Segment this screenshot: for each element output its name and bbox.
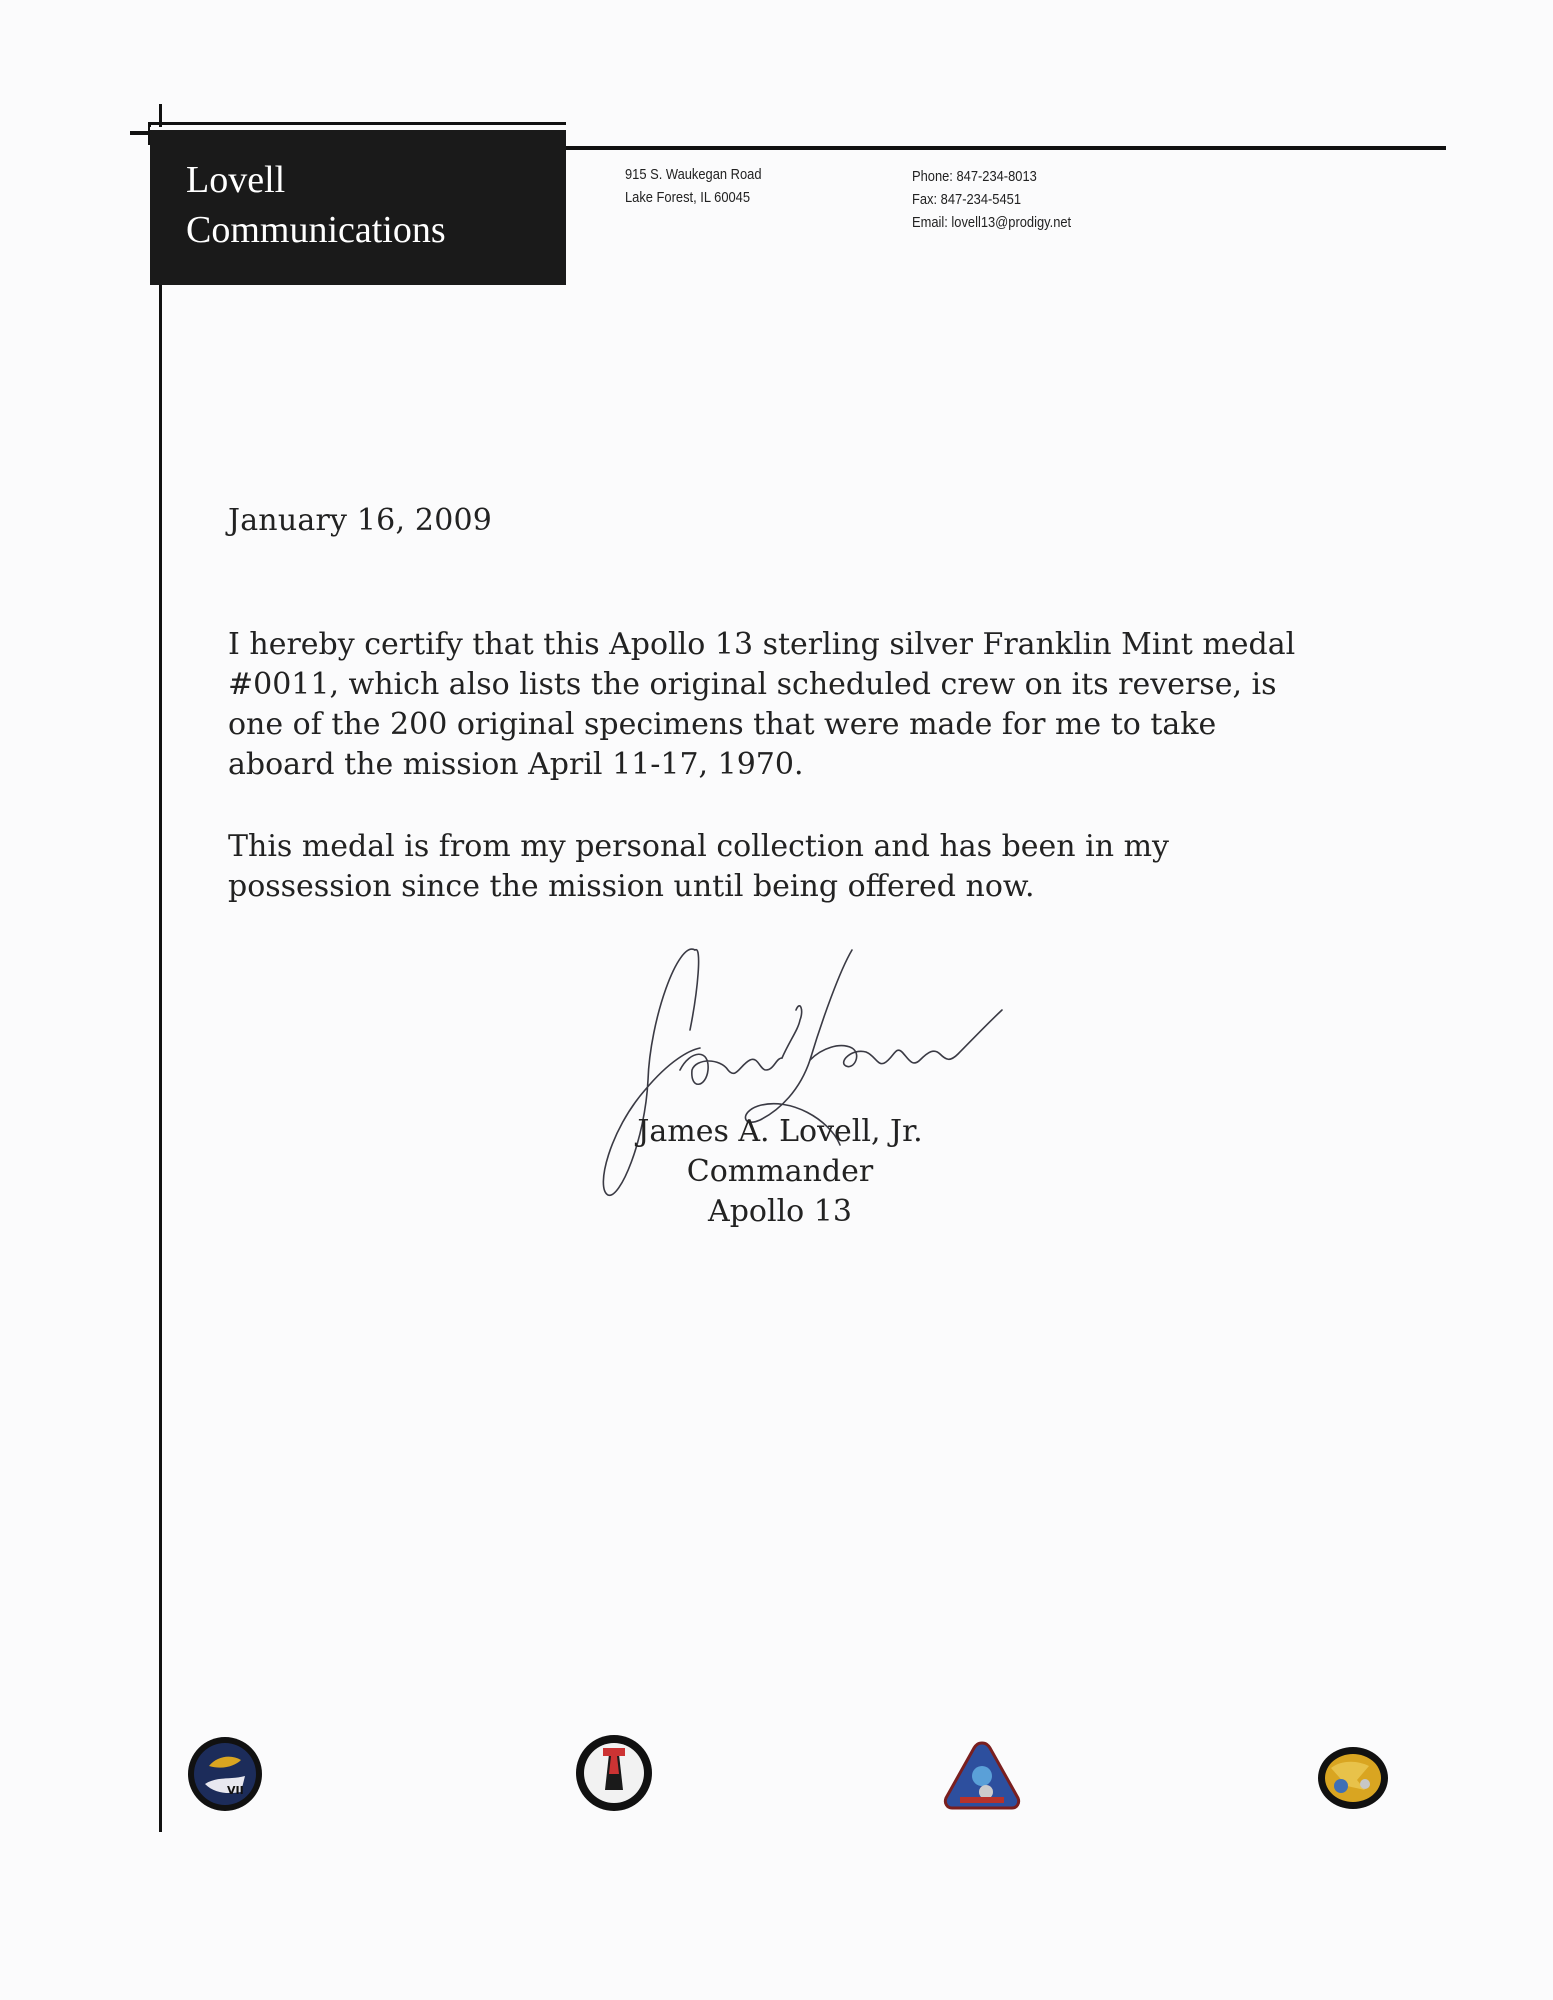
company-contact <box>912 165 1071 234</box>
company-logo <box>150 127 566 285</box>
letterhead-top-rule <box>148 122 566 125</box>
company-name-line2: Communications <box>186 209 446 251</box>
letterhead-horizontal-rule <box>566 146 1446 150</box>
paragraph-line: possession since the mission until being offered now. <box>228 869 1035 904</box>
signature-block <box>560 1112 1000 1232</box>
paragraph-line: aboard the mission April 11-17, 1970. <box>228 747 804 782</box>
certification-paragraph <box>228 625 1358 785</box>
signer-mission: Apollo 13 <box>708 1194 852 1229</box>
email-address: Email: lovell13@prodigy.net <box>912 214 1072 231</box>
paragraph-line: #0011, which also lists the original scheduled crew on its reverse, is <box>228 667 1277 702</box>
signer-name: James A. Lovell, Jr. <box>637 1114 923 1149</box>
svg-text:VII: VII <box>227 1784 244 1797</box>
fax-number: Fax: 847-234-5451 <box>912 191 1022 208</box>
provenance-paragraph <box>228 827 1358 907</box>
company-name-line1: Lovell <box>186 159 286 201</box>
gemini-12-patch-icon <box>575 1734 653 1812</box>
address-line1: 915 S. Waukegan Road <box>625 166 762 183</box>
company-address <box>625 163 761 209</box>
paragraph-line: one of the 200 original specimens that were made for me to take <box>228 707 1217 742</box>
letterhead-vertical-rule <box>159 104 162 1832</box>
apollo-13-patch-icon <box>1317 1746 1389 1810</box>
paragraph-line: I hereby certify that this Apollo 13 sterling silver Franklin Mint medal <box>228 627 1296 662</box>
gemini-7-patch-icon <box>187 1736 263 1812</box>
paragraph-line: This medal is from my personal collection and has been in my <box>228 829 1170 864</box>
apollo-8-patch-icon <box>942 1740 1022 1812</box>
letter-date: January 16, 2009 <box>228 503 493 538</box>
phone-number: Phone: 847-234-8013 <box>912 168 1037 185</box>
signer-title: Commander <box>686 1154 874 1189</box>
address-line2: Lake Forest, IL 60045 <box>625 189 751 206</box>
